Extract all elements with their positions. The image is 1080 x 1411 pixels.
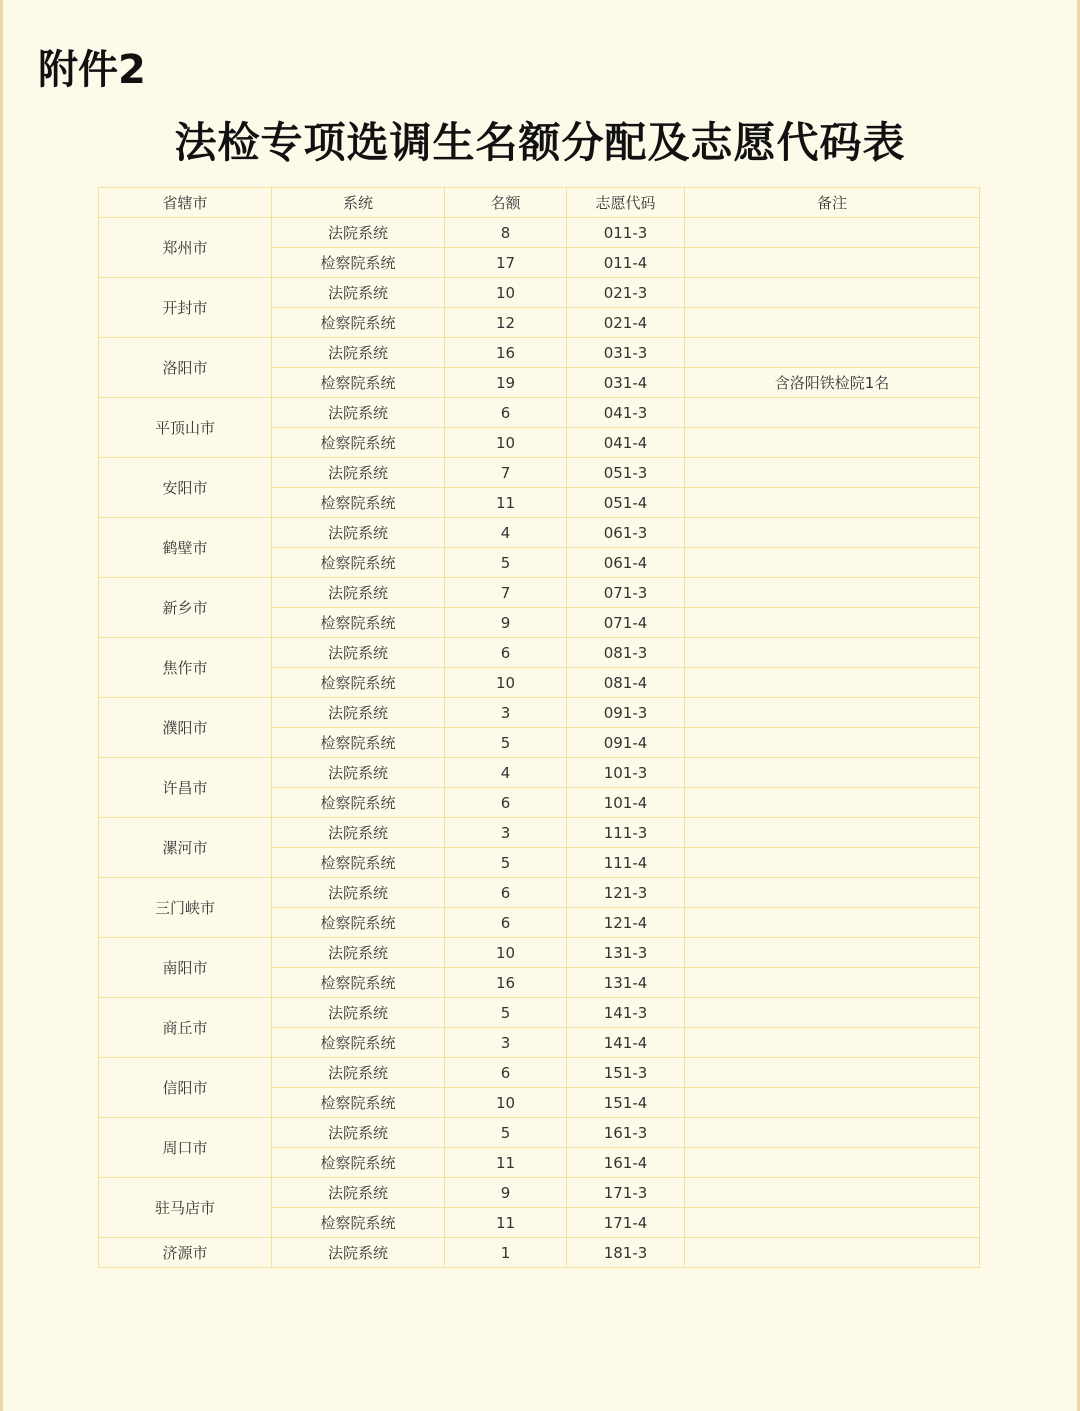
note-cell (685, 788, 980, 818)
table-header (99, 188, 980, 218)
table-row (99, 818, 980, 848)
code-cell: 101-3 (567, 758, 685, 788)
code-cell: 121-4 (567, 908, 685, 938)
quota-cell: 6 (445, 638, 567, 668)
note-cell (685, 908, 980, 938)
system-cell: 法院系统 (272, 758, 445, 788)
code-cell: 051-3 (567, 458, 685, 488)
code-cell: 091-4 (567, 728, 685, 758)
note-cell (685, 308, 980, 338)
quota-cell: 10 (445, 1088, 567, 1118)
code-cell: 161-3 (567, 1118, 685, 1148)
quota-cell: 6 (445, 788, 567, 818)
code-cell: 031-3 (567, 338, 685, 368)
city-cell: 濮阳市 (99, 698, 272, 758)
quota-cell: 12 (445, 308, 567, 338)
note-cell (685, 1028, 980, 1058)
header-note: 备注 (685, 188, 980, 218)
note-cell (685, 338, 980, 368)
system-cell: 检察院系统 (272, 368, 445, 398)
system-cell: 法院系统 (272, 938, 445, 968)
quota-cell: 8 (445, 218, 567, 248)
note-cell (685, 488, 980, 518)
table-row (99, 578, 980, 608)
code-cell: 071-4 (567, 608, 685, 638)
quota-cell: 5 (445, 998, 567, 1028)
system-cell: 检察院系统 (272, 428, 445, 458)
quota-cell: 9 (445, 1178, 567, 1208)
system-cell: 法院系统 (272, 458, 445, 488)
system-cell: 检察院系统 (272, 548, 445, 578)
city-cell: 开封市 (99, 278, 272, 338)
quota-cell: 5 (445, 848, 567, 878)
table-row (99, 698, 980, 728)
header-city: 省辖市 (99, 188, 272, 218)
code-cell: 031-4 (567, 368, 685, 398)
code-cell: 111-3 (567, 818, 685, 848)
code-cell: 061-4 (567, 548, 685, 578)
city-cell: 驻马店市 (99, 1178, 272, 1238)
city-cell: 新乡市 (99, 578, 272, 638)
system-cell: 检察院系统 (272, 848, 445, 878)
page-title: 法检专项选调生名额分配及志愿代码表 (174, 118, 906, 167)
city-cell: 许昌市 (99, 758, 272, 818)
code-cell: 141-3 (567, 998, 685, 1028)
city-cell: 商丘市 (99, 998, 272, 1058)
quota-cell: 3 (445, 698, 567, 728)
table-row (99, 1058, 980, 1088)
quota-cell: 10 (445, 668, 567, 698)
code-cell: 141-4 (567, 1028, 685, 1058)
quota-cell: 17 (445, 248, 567, 278)
table-body (99, 218, 980, 1268)
system-cell: 检察院系统 (272, 1028, 445, 1058)
system-cell: 法院系统 (272, 1118, 445, 1148)
table-row (99, 218, 980, 248)
system-cell: 检察院系统 (272, 1208, 445, 1238)
table-row (99, 518, 980, 548)
city-cell: 南阳市 (99, 938, 272, 998)
code-cell: 151-3 (567, 1058, 685, 1088)
code-cell: 061-3 (567, 518, 685, 548)
note-cell (685, 668, 980, 698)
quota-cell: 3 (445, 1028, 567, 1058)
system-cell: 检察院系统 (272, 788, 445, 818)
quota-cell: 11 (445, 488, 567, 518)
system-cell: 检察院系统 (272, 1088, 445, 1118)
system-cell: 法院系统 (272, 218, 445, 248)
city-cell: 焦作市 (99, 638, 272, 698)
system-cell: 法院系统 (272, 398, 445, 428)
system-cell: 检察院系统 (272, 1148, 445, 1178)
city-cell: 济源市 (99, 1238, 272, 1268)
code-cell: 011-3 (567, 218, 685, 248)
quota-cell: 10 (445, 428, 567, 458)
city-cell: 漯河市 (99, 818, 272, 878)
note-cell (685, 728, 980, 758)
system-cell: 法院系统 (272, 818, 445, 848)
note-cell (685, 608, 980, 638)
header-row (99, 188, 980, 218)
quota-cell: 5 (445, 728, 567, 758)
table-row (99, 1238, 980, 1268)
note-cell: 含洛阳铁检院1名 (685, 368, 980, 398)
system-cell: 法院系统 (272, 1058, 445, 1088)
code-cell: 011-4 (567, 248, 685, 278)
code-cell: 171-3 (567, 1178, 685, 1208)
code-cell: 101-4 (567, 788, 685, 818)
code-cell: 131-3 (567, 938, 685, 968)
code-cell: 171-4 (567, 1208, 685, 1238)
code-cell: 081-4 (567, 668, 685, 698)
note-cell (685, 548, 980, 578)
note-cell (685, 1088, 980, 1118)
allocation-table (98, 187, 980, 1268)
note-cell (685, 1118, 980, 1148)
note-cell (685, 248, 980, 278)
city-cell: 郑州市 (99, 218, 272, 278)
note-cell (685, 398, 980, 428)
quota-cell: 6 (445, 1058, 567, 1088)
quota-cell: 4 (445, 518, 567, 548)
note-cell (685, 968, 980, 998)
note-cell (685, 998, 980, 1028)
system-cell: 法院系统 (272, 998, 445, 1028)
quota-cell: 3 (445, 818, 567, 848)
quota-cell: 4 (445, 758, 567, 788)
city-cell: 三门峡市 (99, 878, 272, 938)
code-cell: 151-4 (567, 1088, 685, 1118)
system-cell: 法院系统 (272, 1178, 445, 1208)
system-cell: 检察院系统 (272, 908, 445, 938)
table-row (99, 278, 980, 308)
code-cell: 021-4 (567, 308, 685, 338)
quota-cell: 7 (445, 458, 567, 488)
city-cell: 洛阳市 (99, 338, 272, 398)
quota-cell: 16 (445, 968, 567, 998)
note-cell (685, 278, 980, 308)
code-cell: 161-4 (567, 1148, 685, 1178)
table-row (99, 398, 980, 428)
system-cell: 法院系统 (272, 518, 445, 548)
system-cell: 检察院系统 (272, 308, 445, 338)
code-cell: 181-3 (567, 1238, 685, 1268)
system-cell: 法院系统 (272, 698, 445, 728)
quota-cell: 11 (445, 1148, 567, 1178)
table-row (99, 878, 980, 908)
note-cell (685, 578, 980, 608)
code-cell: 041-3 (567, 398, 685, 428)
note-cell (685, 428, 980, 458)
quota-cell: 6 (445, 398, 567, 428)
code-cell: 091-3 (567, 698, 685, 728)
table-row (99, 1118, 980, 1148)
city-cell: 周口市 (99, 1118, 272, 1178)
code-cell: 021-3 (567, 278, 685, 308)
note-cell (685, 1178, 980, 1208)
system-cell: 检察院系统 (272, 968, 445, 998)
note-cell (685, 698, 980, 728)
quota-cell: 11 (445, 1208, 567, 1238)
header-system: 系统 (272, 188, 445, 218)
header-quota: 名额 (445, 188, 567, 218)
system-cell: 法院系统 (272, 578, 445, 608)
system-cell: 检察院系统 (272, 728, 445, 758)
quota-cell: 9 (445, 608, 567, 638)
quota-cell: 6 (445, 878, 567, 908)
quota-cell: 16 (445, 338, 567, 368)
system-cell: 法院系统 (272, 338, 445, 368)
quota-cell: 10 (445, 938, 567, 968)
code-cell: 121-3 (567, 878, 685, 908)
note-cell (685, 848, 980, 878)
note-cell (685, 818, 980, 848)
table-row (99, 1178, 980, 1208)
code-cell: 131-4 (567, 968, 685, 998)
note-cell (685, 518, 980, 548)
system-cell: 法院系统 (272, 1238, 445, 1268)
note-cell (685, 218, 980, 248)
table-row (99, 758, 980, 788)
table-row (99, 938, 980, 968)
attachment-label: 附件2 (38, 47, 146, 93)
quota-cell: 5 (445, 1118, 567, 1148)
table-row (99, 338, 980, 368)
table-row (99, 638, 980, 668)
note-cell (685, 1148, 980, 1178)
page-border-left (0, 0, 3, 1411)
system-cell: 检察院系统 (272, 248, 445, 278)
code-cell: 051-4 (567, 488, 685, 518)
quota-cell: 6 (445, 908, 567, 938)
note-cell (685, 758, 980, 788)
system-cell: 检察院系统 (272, 668, 445, 698)
city-cell: 鹤壁市 (99, 518, 272, 578)
quota-cell: 10 (445, 278, 567, 308)
quota-cell: 7 (445, 578, 567, 608)
code-cell: 041-4 (567, 428, 685, 458)
code-cell: 111-4 (567, 848, 685, 878)
system-cell: 法院系统 (272, 278, 445, 308)
quota-cell: 5 (445, 548, 567, 578)
note-cell (685, 638, 980, 668)
quota-cell: 1 (445, 1238, 567, 1268)
system-cell: 检察院系统 (272, 608, 445, 638)
code-cell: 081-3 (567, 638, 685, 668)
note-cell (685, 1058, 980, 1088)
quota-cell: 19 (445, 368, 567, 398)
note-cell (685, 458, 980, 488)
system-cell: 法院系统 (272, 638, 445, 668)
code-cell: 071-3 (567, 578, 685, 608)
note-cell (685, 938, 980, 968)
table-row (99, 458, 980, 488)
city-cell: 信阳市 (99, 1058, 272, 1118)
header-code: 志愿代码 (567, 188, 685, 218)
note-cell (685, 878, 980, 908)
note-cell (685, 1208, 980, 1238)
system-cell: 法院系统 (272, 878, 445, 908)
table-row (99, 998, 980, 1028)
city-cell: 安阳市 (99, 458, 272, 518)
system-cell: 检察院系统 (272, 488, 445, 518)
note-cell (685, 1238, 980, 1268)
city-cell: 平顶山市 (99, 398, 272, 458)
